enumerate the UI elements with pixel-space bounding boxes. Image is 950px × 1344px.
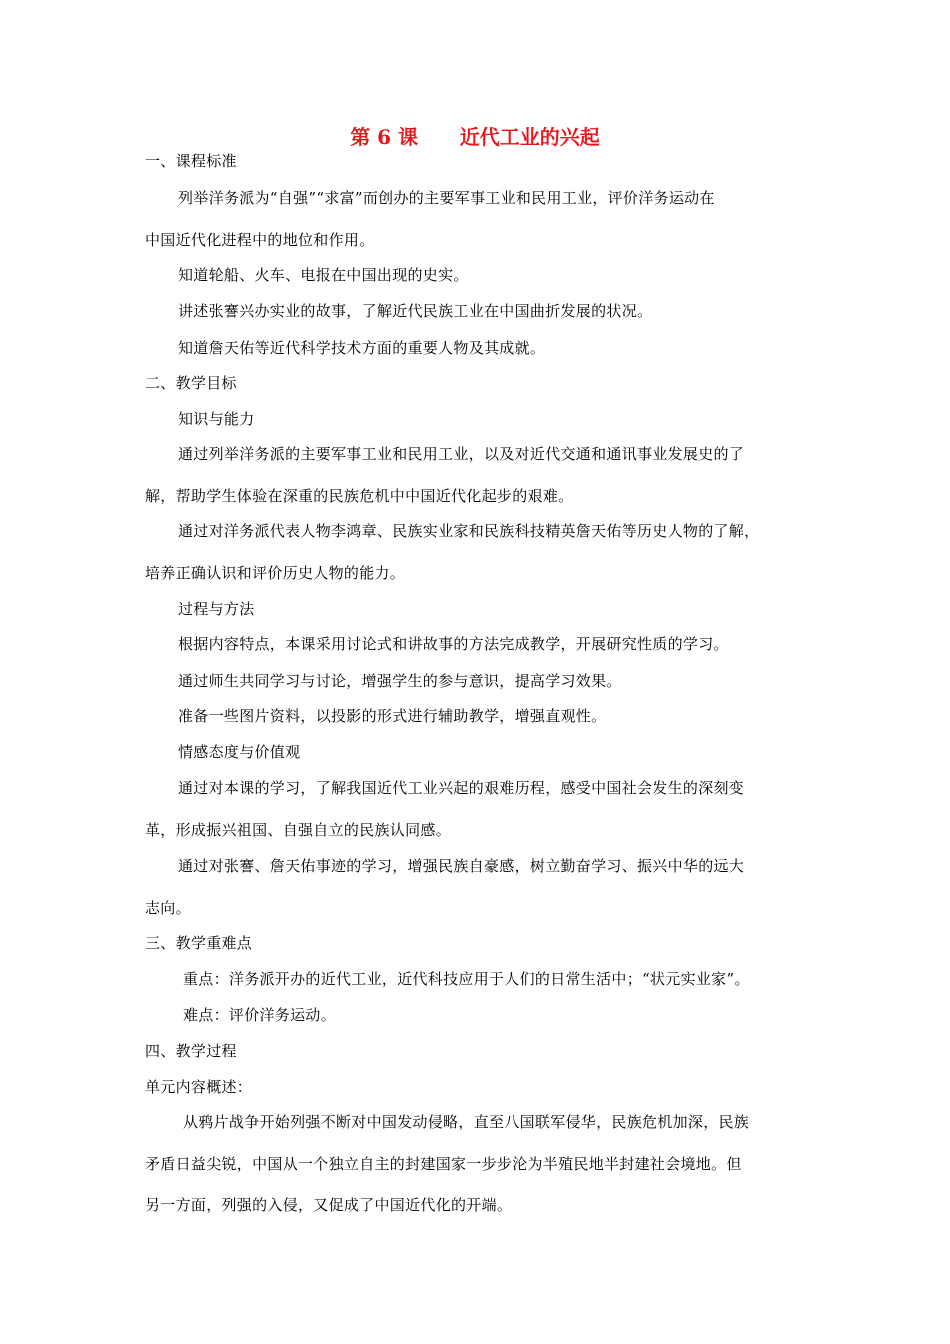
text-line: 中国近代化进程中的地位和作用。 [145, 231, 375, 249]
text-line: 难点：评价洋务运动。 [183, 1006, 337, 1024]
text-line: 通过列举洋务派的主要军事工业和民用工业，以及对近代交通和通讯事业发展史的了 [178, 445, 745, 463]
text-line: 重点：洋务派开办的近代工业，近代科技应用于人们的日常生活中；“状元实业家”。 [183, 970, 750, 988]
text-line: 革，形成振兴祖国、自强自立的民族认同感。 [145, 821, 452, 839]
text-line: 通过对洋务派代表人物李鸿章、民族实业家和民族科技精英詹天佑等历史人物的了解， [178, 522, 760, 540]
text-line: 单元内容概述： [145, 1078, 253, 1096]
text-line: 知道詹天佑等近代科学技术方面的重要人物及其成就。 [178, 339, 546, 357]
lesson-title: 第 6 课 近代工业的兴起 [350, 125, 600, 149]
text-line: 通过对本课的学习，了解我国近代工业兴起的艰难历程，感受中国社会发生的深刻变 [178, 779, 745, 797]
text-line: 列举洋务派为“自强”“求富”而创办的主要军事工业和民用工业，评价洋务运动在 [178, 189, 715, 207]
text-line: 二、教学目标 [145, 374, 237, 392]
text-line: 情感态度与价值观 [178, 743, 301, 761]
text-line: 矛盾日益尖锐，中国从一个独立自主的封建国家一步步沦为半殖民地半封建社会境地。但 [145, 1155, 742, 1173]
text-line: 四、教学过程 [145, 1042, 237, 1060]
text-line: 知识与能力 [178, 410, 255, 428]
text-line: 知道轮船、火车、电报在中国出现的史实。 [178, 266, 469, 284]
text-line: 过程与方法 [178, 600, 255, 618]
text-line: 从鸦片战争开始列强不断对中国发动侵略，直至八国联军侵华，民族危机加深，民族 [183, 1113, 750, 1131]
text-line: 培养正确认识和评价历史人物的能力。 [145, 564, 406, 582]
text-line: 一、课程标准 [145, 152, 237, 170]
text-line: 志向。 [145, 899, 191, 917]
text-line: 讲述张謇兴办实业的故事，了解近代民族工业在中国曲折发展的状况。 [178, 302, 653, 320]
text-line: 通过师生共同学习与讨论，增强学生的参与意识，提高学习效果。 [178, 672, 622, 690]
text-line: 另一方面，列强的入侵，又促成了中国近代化的开端。 [145, 1196, 513, 1214]
text-line: 准备一些图片资料，以投影的形式进行辅助教学，增强直观性。 [178, 707, 607, 725]
text-line: 解，帮助学生体验在深重的民族危机中中国近代化起步的艰难。 [145, 487, 574, 505]
text-line: 三、教学重难点 [145, 934, 253, 952]
text-line: 通过对张謇、詹天佑事迹的学习，增强民族自豪感，树立勤奋学习、振兴中华的远大 [178, 857, 745, 875]
text-line: 根据内容特点，本课采用讨论式和讲故事的方法完成教学，开展研究性质的学习。 [178, 635, 729, 653]
